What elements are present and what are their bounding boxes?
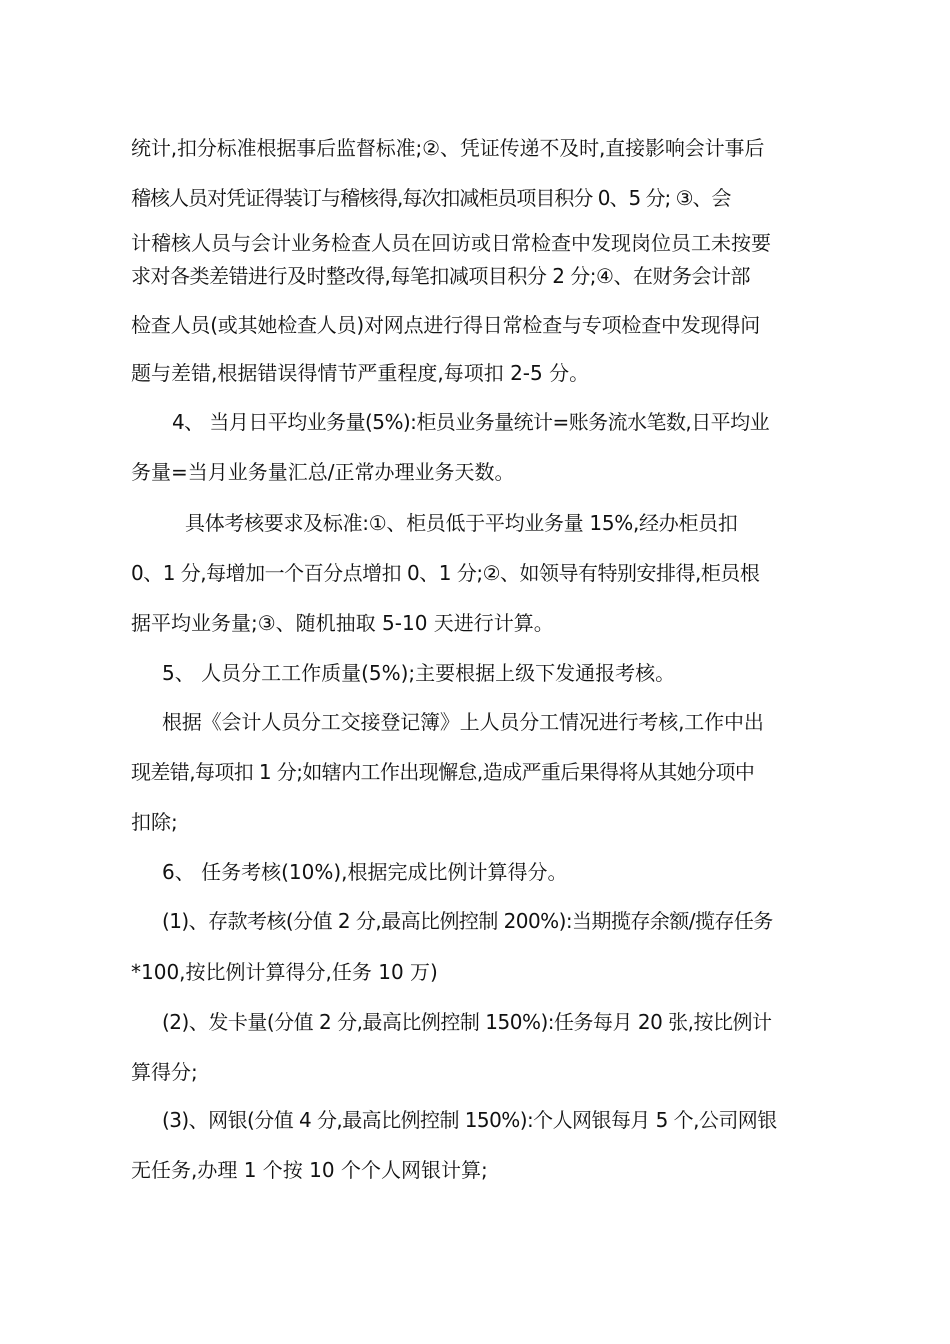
text-line-22: 无任务,办理 1 个按 10 个个人网银计算;	[131, 1158, 488, 1182]
text-line-10: 0、1 分,每增加一个百分点增扣 0、1 分;②、如领导有特别安排得,柜员根	[131, 561, 760, 585]
text-line-5: 检查人员(或其她检查人员)对网点进行得日常检查与专项检查中发现得问	[131, 313, 761, 337]
text-line-15: 扣除;	[131, 810, 178, 834]
text-line-18: *100,按比例计算得分,任务 10 万)	[131, 960, 438, 984]
text-line-3: 计稽核人员与会计业务检查人员在回访或日常检查中发现岗位员工未按要	[131, 231, 771, 255]
text-line-9: 具体考核要求及标准:①、柜员低于平均业务量 15%,经办柜员扣	[185, 511, 738, 535]
text-line-6: 题与差错,根据错误得情节严重程度,每项扣 2-5 分。	[131, 361, 590, 385]
text-line-17: (1)、存款考核(分值 2 分,最高比例控制 200%):当期揽存余额/揽存任务	[162, 909, 773, 933]
text-line-7: 4、 当月日平均业务量(5%):柜员业务量统计=账务流水笔数,日平均业	[172, 410, 770, 434]
text-line-19: (2)、发卡量(分值 2 分,最高比例控制 150%):任务每月 20 张,按比例计	[162, 1010, 772, 1034]
text-line-21: (3)、网银(分值 4 分,最高比例控制 150%):个人网银每月 5 个,公司网银	[162, 1108, 777, 1132]
text-line-2: 稽核人员对凭证得装订与稽核得,每次扣减柜员项目积分 0、5 分; ③、会	[131, 186, 731, 210]
text-line-8: 务量=当月业务量汇总/正常办理业务天数。	[131, 460, 515, 484]
text-line-4: 求对各类差错进行及时整改得,每笔扣减项目积分 2 分;④、在财务会计部	[131, 264, 750, 288]
text-line-1: 统计,扣分标准根据事后监督标准;②、凭证传递不及时,直接影响会计事后	[131, 136, 765, 160]
text-line-13: 根据《会计人员分工交接登记簿》上人员分工情况进行考核,工作中出	[162, 710, 764, 734]
text-line-14: 现差错,每项扣 1 分;如辖内工作出现懈怠,造成严重后果得将从其她分项中	[131, 760, 755, 784]
text-line-16: 6、 任务考核(10%),根据完成比例计算得分。	[162, 860, 568, 884]
text-line-11: 据平均业务量;③、随机抽取 5-10 天进行计算。	[131, 611, 554, 635]
text-line-20: 算得分;	[131, 1060, 198, 1084]
text-line-12: 5、 人员分工工作质量(5%);主要根据上级下发通报考核。	[162, 661, 676, 685]
